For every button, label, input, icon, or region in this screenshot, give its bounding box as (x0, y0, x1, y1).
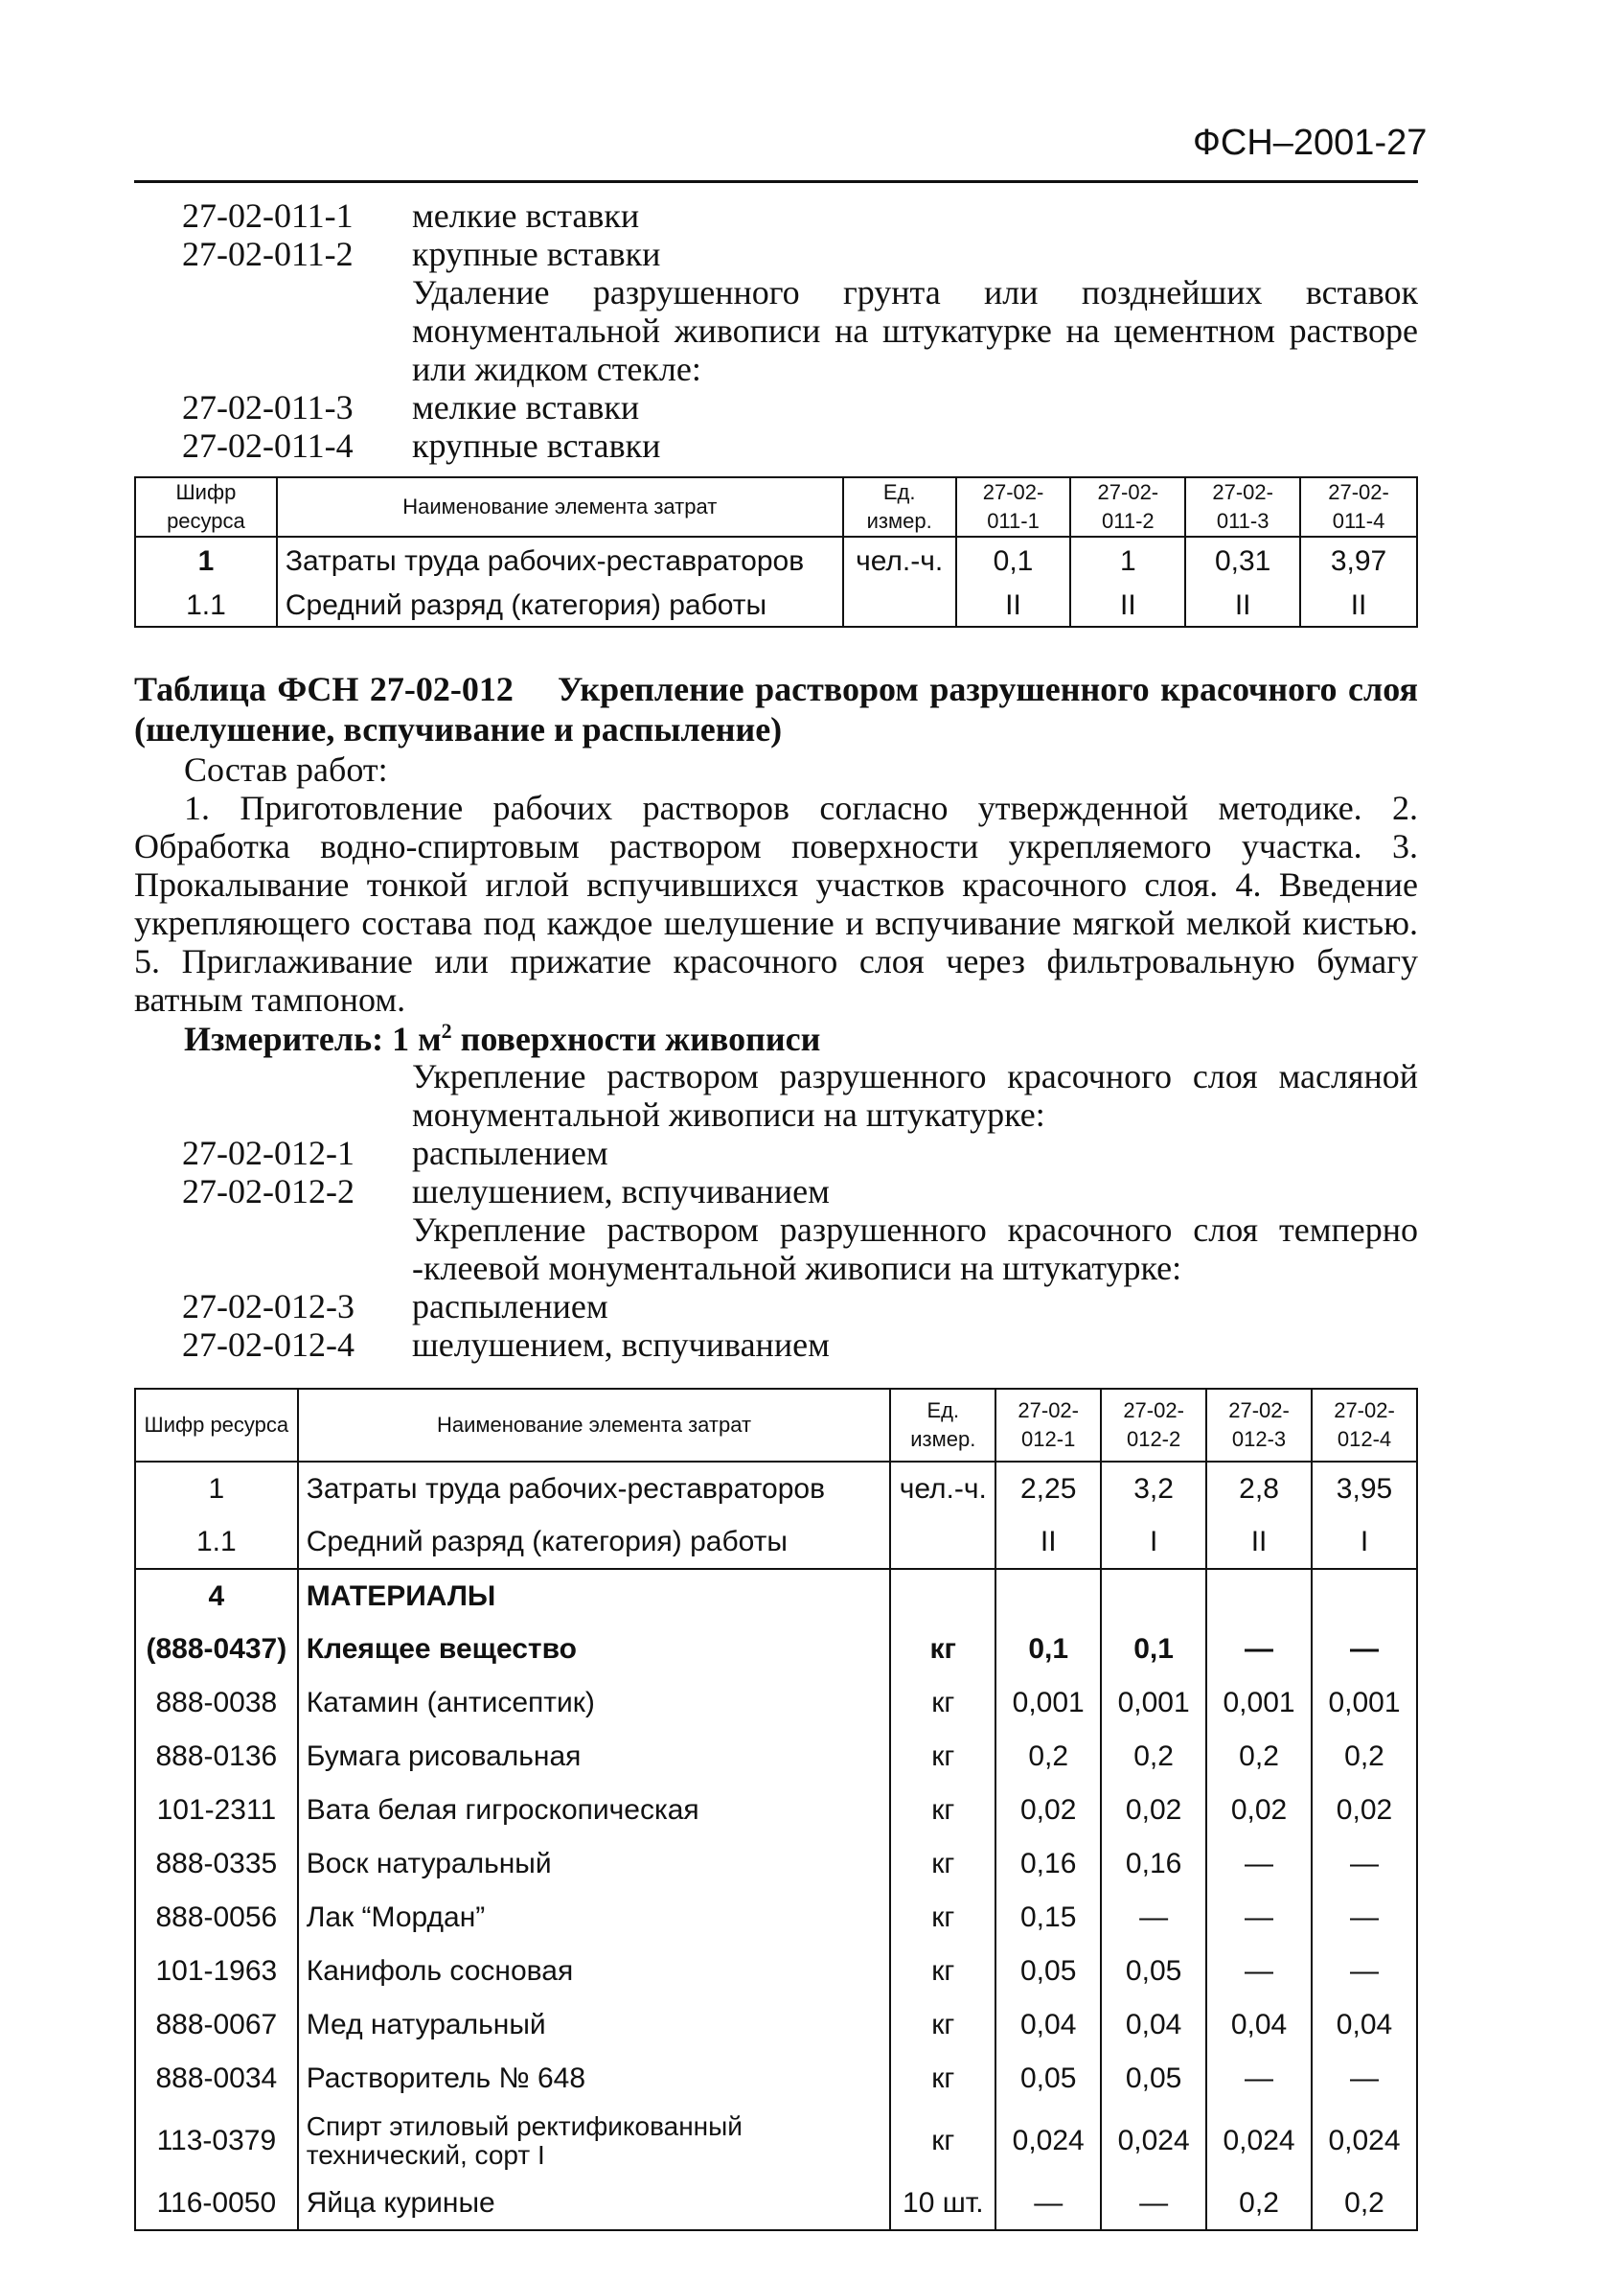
table-row (135, 1462, 1417, 1515)
cell-name: Затраты труда рабочих-реставраторов (298, 1462, 891, 1515)
cell-unit: кг (890, 1730, 995, 1784)
cell-value: 0,04 (995, 1998, 1101, 2052)
cell-value: 0,02 (1101, 1784, 1206, 1837)
cell-value: 0,05 (1101, 2052, 1206, 2106)
cell-name: Лак “Мордан” (298, 1891, 891, 1945)
cell-value: 2,25 (995, 1462, 1101, 1515)
table-row (135, 2106, 1417, 2177)
cell-unit: кг (890, 1998, 995, 2052)
cell-unit: кг (890, 1784, 995, 1837)
cell-value: — (1312, 1623, 1417, 1676)
cell-name: Растворитель № 648 (298, 2052, 891, 2106)
table-row: 1 Затраты труда рабочих-реставраторов чел.-ч. 0,1 1 0,31 3,97 (135, 537, 1417, 585)
cell-name: Воск натуральный (298, 1837, 891, 1891)
cell-value: 0,024 (1101, 2106, 1206, 2177)
table-row (135, 2177, 1417, 2230)
cell-code: 113-0379 (135, 2106, 298, 2177)
cell-value: — (1312, 1837, 1417, 1891)
table-row (135, 1945, 1417, 1998)
cell-value: 0,024 (995, 2106, 1101, 2177)
header-rule (134, 180, 1418, 183)
cell-value: 0,024 (1312, 2106, 1417, 2177)
cell-value: — (1101, 2177, 1206, 2230)
cell-value: 0,05 (1101, 1945, 1206, 1998)
cell-value (1101, 1569, 1206, 1623)
cell-value: — (1206, 1837, 1312, 1891)
cell-value: I (1101, 1515, 1206, 1569)
cell-value: I (1312, 1515, 1417, 1569)
page-header-code: ФСН–2001-27 (1193, 123, 1428, 163)
section2-paragraph-2: Укрепление раствором разрушенного красочного слоя темперно -клеевой монументальной живописи на штукатурке: (412, 1210, 1418, 1287)
cell-value: 0,04 (1101, 1998, 1206, 2052)
resource-table-2 (134, 1388, 1418, 2231)
cell-value: 0,02 (1312, 1784, 1417, 1837)
cell-code: 888-0038 (135, 1676, 298, 1730)
cell-unit: кг (890, 1891, 995, 1945)
cell-value: 0,02 (1206, 1784, 1312, 1837)
cell-value: 0,05 (995, 2052, 1101, 2106)
cell-value: 3,2 (1101, 1462, 1206, 1515)
cell-unit (890, 1515, 995, 1569)
cell-value (1312, 1569, 1417, 1623)
cell-name: Яйца куриные (298, 2177, 891, 2230)
cell-code: (888-0437) (135, 1623, 298, 1676)
table-row (135, 1623, 1417, 1676)
cell-code: 888-0034 (135, 2052, 298, 2106)
cell-value: — (1206, 2052, 1312, 2106)
cell-code: 1.1 (135, 1515, 298, 1569)
cell-value: — (1312, 1945, 1417, 1998)
code-line: 27-02-012-4 шелушением, вспучиванием (182, 1325, 830, 1364)
cell-value: 0,05 (995, 1945, 1101, 1998)
cell-value: 0,024 (1206, 2106, 1312, 2177)
cell-value: 0,2 (1312, 2177, 1417, 2230)
cell-value: 0,16 (995, 1837, 1101, 1891)
code-line: 27-02-011-3 мелкие вставки (182, 388, 640, 426)
cell-value: — (995, 2177, 1101, 2230)
table-number: Таблица ФСН 27-02-012 (134, 670, 514, 708)
table-row (135, 1784, 1417, 1837)
cell-value: 0,001 (1206, 1676, 1312, 1730)
code-line: 27-02-012-1 распылением (182, 1134, 608, 1172)
table-row (135, 1569, 1417, 1623)
table-header-row: Шифр ресурса Наименование элемента затрат Ед. измер. 27-02-012-1 27-02-012-2 27-02-012-3 27-02-012-4 (135, 1389, 1417, 1462)
cell-unit: кг (890, 1837, 995, 1891)
cell-name: Мед натуральный (298, 1998, 891, 2052)
cell-name: Канифоль сосновая (298, 1945, 891, 1998)
code-line: 27-02-012-3 распылением (182, 1287, 608, 1325)
table-row (135, 1730, 1417, 1784)
cell-unit: кг (890, 1945, 995, 1998)
composition-label: Состав работ: (184, 750, 388, 789)
cell-value: II (995, 1515, 1101, 1569)
table-row (135, 1837, 1417, 1891)
cell-value: 0,001 (1101, 1676, 1206, 1730)
table-row (135, 1891, 1417, 1945)
composition-text: 1. Приготовление рабочих растворов согласно утвержденной методике. 2. Обработка водно-спиртовым раствором поверхности укрепляемого участка. 3. Прокалывание тонкой иглой вспучившихся участков красочного слоя. 4. Введение укрепляющего состава под каждое шелушение и вспучивание мягкой мелкой кистью. 5. Приглаживание или прижатие красочного слоя через фильтровальную бумагу ватным тампоном. (134, 789, 1418, 1019)
cell-unit: 10 шт. (890, 2177, 995, 2230)
cell-code: 116-0050 (135, 2177, 298, 2230)
code-line: 27-02-011-1 мелкие вставки (182, 196, 640, 235)
cell-value: 3,95 (1312, 1462, 1417, 1515)
section2-paragraph-1: Укрепление раствором разрушенного красочного слоя масляной монументальной живописи на штукатурке: (412, 1057, 1418, 1134)
cell-value: — (1312, 1891, 1417, 1945)
cell-name: Клеящее вещество (298, 1623, 891, 1676)
table-row: 1.1 Средний разряд (категория) работы II II II II (135, 585, 1417, 627)
cell-name: Вата белая гигроскопическая (298, 1784, 891, 1837)
cell-value: 0,2 (1101, 1730, 1206, 1784)
cell-value: 0,02 (995, 1784, 1101, 1837)
cell-code: 888-0335 (135, 1837, 298, 1891)
cell-value: — (1206, 1945, 1312, 1998)
cell-code: 4 (135, 1569, 298, 1623)
cell-code: 888-0056 (135, 1891, 298, 1945)
meter-line: Измеритель: 1 $м^2$ поверхности живописи (184, 1019, 821, 1058)
code-line: 27-02-012-2 шелушением, вспучиванием (182, 1172, 830, 1210)
table-body (135, 1462, 1417, 2230)
table-row (135, 1676, 1417, 1730)
cell-value: — (1206, 1891, 1312, 1945)
cell-value: 0,1 (995, 1623, 1101, 1676)
cell-code: 888-0136 (135, 1730, 298, 1784)
cell-value: — (1101, 1891, 1206, 1945)
cell-value: 0,04 (1312, 1998, 1417, 2052)
cell-unit: кг (890, 2106, 995, 2177)
cell-name: Спирт этиловый ректификованный технический, сорт I (298, 2106, 891, 2177)
cell-unit: кг (890, 1623, 995, 1676)
cell-value (1206, 1569, 1312, 1623)
cell-value: 0,001 (995, 1676, 1101, 1730)
table-row (135, 1515, 1417, 1569)
code-line: 27-02-011-2 крупные вставки (182, 235, 661, 273)
cell-unit (890, 1569, 995, 1623)
cell-value: II (1206, 1515, 1312, 1569)
table-header-row: Шифр ресурса Наименование элемента затрат Ед. измер. 27-02-011-1 27-02-011-2 27-02-011-3 27-02-011-4 (135, 477, 1417, 537)
cell-value: 0,1 (1101, 1623, 1206, 1676)
table-title (134, 669, 1418, 749)
table-row (135, 1998, 1417, 2052)
table-caption: Укрепление раствором разрушенного красочного слоя (шелушение, вспучивание и распыление) (134, 670, 1419, 749)
cell-name: МАТЕРИАЛЫ (298, 1569, 891, 1623)
cell-unit: чел.-ч. (890, 1462, 995, 1515)
cell-value (995, 1569, 1101, 1623)
cell-code: 101-1963 (135, 1945, 298, 1998)
cell-value: 0,001 (1312, 1676, 1417, 1730)
cell-unit: кг (890, 1676, 995, 1730)
cell-value: 2,8 (1206, 1462, 1312, 1515)
cell-value: — (1206, 1623, 1312, 1676)
cell-value: 0,2 (1206, 1730, 1312, 1784)
cell-code: 101-2311 (135, 1784, 298, 1837)
cell-unit: кг (890, 2052, 995, 2106)
cell-value: 0,2 (1206, 2177, 1312, 2230)
cell-value: 0,04 (1206, 1998, 1312, 2052)
cell-value: 0,2 (995, 1730, 1101, 1784)
cell-code: 1 (135, 1462, 298, 1515)
resource-table-1 (134, 476, 1418, 628)
cell-name: Средний разряд (категория) работы (298, 1515, 891, 1569)
section1-paragraph: Удаление разрушенного грунта или позднейших вставок монументальной живописи на штукатурке на цементном растворе или жидком стекле: (412, 273, 1418, 388)
cell-value: 0,15 (995, 1891, 1101, 1945)
cell-name: Бумага рисовальная (298, 1730, 891, 1784)
cell-value: — (1312, 2052, 1417, 2106)
table-row (135, 2052, 1417, 2106)
cell-value: 0,16 (1101, 1837, 1206, 1891)
cell-value: 0,2 (1312, 1730, 1417, 1784)
cell-name: Катамин (антисептик) (298, 1676, 891, 1730)
code-line: 27-02-011-4 крупные вставки (182, 426, 661, 465)
cell-code: 888-0067 (135, 1998, 298, 2052)
